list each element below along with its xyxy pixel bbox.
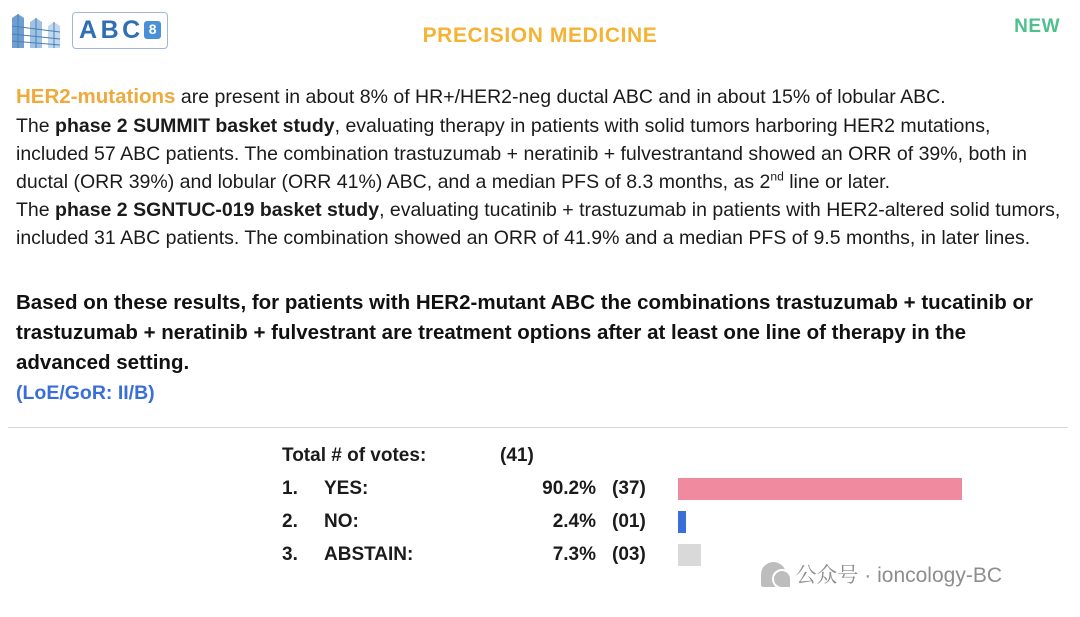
page-title: PRECISION MEDICINE — [422, 24, 658, 47]
vote-count: (37) — [612, 478, 646, 500]
logo-number-badge: 8 — [144, 21, 162, 38]
vote-label: NO: — [324, 511, 359, 533]
watermark-text: 公众号 · ioncology-BC — [795, 564, 1002, 587]
paragraph-2-superscript: nd — [770, 169, 784, 184]
highlight-her2-mutations: HER2-mutations — [16, 85, 176, 108]
logo-letter-c: C — [122, 15, 141, 44]
loe-gor-value: (LoE/GoR: II/B) — [16, 381, 155, 404]
body-paragraph — [16, 82, 1066, 252]
vote-label: YES: — [324, 478, 369, 500]
summit-study-name: phase 2 SUMMIT basket study — [55, 114, 335, 137]
vote-bar-abstain — [678, 544, 701, 566]
vote-index: 1. — [282, 478, 298, 500]
votes-total-row — [282, 440, 1080, 473]
vote-bar-no — [678, 511, 686, 533]
slide-body — [0, 62, 1080, 405]
votes-total-label: Total # of votes: — [282, 445, 427, 467]
paragraph-3-text: , evaluating tucatinib + trastuzumab in patients with HER2-altered solid tumors, included 31 ABC patients. The combination showed an ORR of 41.9% and a median PFS of 9.5 months, in later lines. — [16, 198, 1061, 249]
vote-index: 3. — [282, 544, 298, 566]
vote-percent: 90.2% — [542, 478, 596, 500]
vote-row-no — [282, 506, 1080, 539]
vote-percent: 2.4% — [552, 511, 596, 533]
vote-label: ABSTAIN: — [324, 544, 414, 566]
conclusion-statement: Based on these results, for patients with HER2-mutant ABC the combinations trastuzumab + tucatinib or trastuzumab + neratinib + fulvestrant are treatment options after at least one line of therapy in the advanced setting. — [16, 290, 1033, 374]
vote-count: (03) — [612, 544, 646, 566]
vote-bar-track — [678, 478, 1080, 500]
sgntuc-study-name: phase 2 SGNTUC-019 basket study — [55, 198, 380, 221]
slide-header — [0, 0, 1080, 62]
wechat-icon — [761, 562, 786, 587]
vote-count: (01) — [612, 511, 646, 533]
paragraph-1-text: are present in about 8% of HR+/HER2-neg ductal ABC and in about 15% of lobular ABC. — [175, 86, 946, 108]
section-divider — [8, 427, 1068, 428]
watermark — [761, 559, 1002, 589]
paragraph-2-text: , evaluating therapy in patients with solid tumors harboring HER2 mutations, included 57 ABC patients. The combination trastuzumab + neratinib + fulvestrantand showed an ORR of 39%, both in ductal (ORR 39%) and lobular (ORR 41%) ABC, and a median PFS of 8.3 months, as 2 — [16, 114, 1028, 193]
logo-letter-a: A — [79, 15, 98, 44]
vote-row-yes — [282, 473, 1080, 506]
votes-total-count: (41) — [500, 445, 534, 467]
paragraph-3-prefix: The — [16, 198, 56, 221]
vote-percent: 7.3% — [552, 544, 596, 566]
votes-section — [0, 440, 1080, 572]
status-badge-new: NEW — [1014, 16, 1060, 37]
paragraph-2-suffix: line or later. — [783, 170, 891, 193]
logo-letter-b: B — [100, 15, 120, 44]
vote-index: 2. — [282, 511, 298, 533]
vote-bar-track — [678, 511, 1080, 533]
paragraph-2-prefix: The — [16, 114, 56, 137]
vote-bar-yes — [678, 478, 962, 500]
